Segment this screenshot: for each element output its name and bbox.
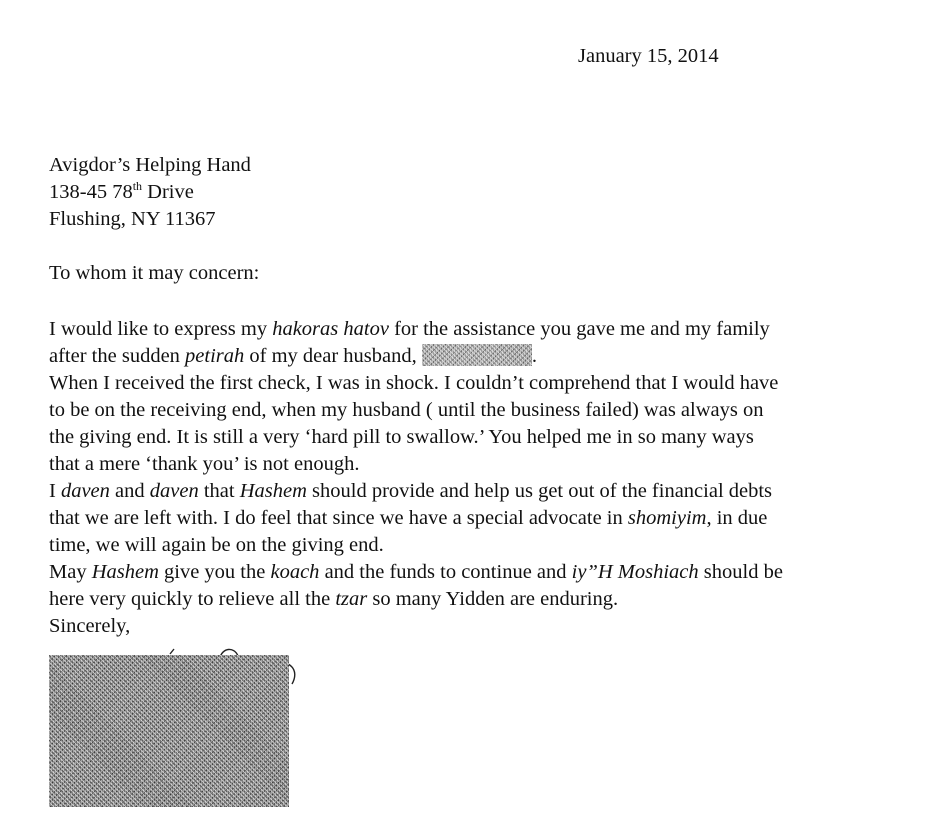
text-run: I (49, 480, 61, 502)
text-run: after the sudden (49, 345, 186, 367)
text-run: of my dear husband, (244, 345, 422, 367)
text-run: here very quickly to relieve all the (49, 588, 336, 610)
text-run: for the assistance you gave me and my family (388, 318, 770, 340)
body-line: When I received the first check, I was in shock. I couldn’t comprehend that I would have (49, 372, 779, 394)
redacted-signature (49, 655, 289, 807)
italic-term: petirah (185, 345, 245, 367)
text-run: and the funds to continue and (319, 561, 572, 583)
recipient-address (49, 152, 251, 233)
text-run: and (109, 480, 150, 502)
street-word: Drive (142, 181, 194, 203)
letter-body (49, 316, 909, 640)
italic-term: daven (149, 480, 199, 502)
street-ordinal: th (132, 179, 143, 194)
text-run: that (198, 480, 240, 502)
italic-term: koach (270, 561, 320, 583)
body-line (49, 478, 909, 505)
body-line: time, we will again be on the giving end. (49, 534, 384, 556)
body-line (49, 505, 909, 532)
italic-term: Hashem (239, 480, 307, 502)
body-line (49, 559, 909, 586)
body-line: that a mere ‘thank you’ is not enough. (49, 453, 360, 475)
italic-term: shomiyim (627, 507, 707, 529)
letter-date: January 15, 2014 (578, 45, 719, 67)
street-number: 138-45 78 (49, 181, 133, 203)
body-line (49, 343, 909, 370)
body-line (49, 586, 909, 613)
italic-term: iy”H Moshiach (571, 561, 699, 583)
italic-term: Hashem (91, 561, 159, 583)
text-run: should be (698, 561, 783, 583)
recipient-city: Flushing, NY 11367 (49, 208, 216, 230)
greeting: To whom it may concern: (49, 262, 260, 284)
italic-term: daven (60, 480, 110, 502)
text-run: should provide and help us get out of the financial debts (306, 480, 773, 502)
recipient-street (49, 179, 251, 206)
closing: Sincerely, (49, 615, 131, 637)
recipient-name: Avigdor’s Helping Hand (49, 154, 251, 176)
redacted-name (422, 344, 532, 366)
text-run: May (49, 561, 92, 583)
body-line (49, 316, 909, 343)
text-run: , in due (706, 507, 768, 529)
text-run: so many Yidden are enduring. (367, 588, 619, 610)
text-run: that we are left with. I do feel that since we have a special advocate in (49, 507, 628, 529)
body-line: to be on the receiving end, when my husband ( until the business failed) was always on (49, 399, 764, 421)
italic-term: hakoras hatov (272, 318, 389, 340)
body-line: the giving end. It is still a very ‘hard pill to swallow.’ You helped me in so many ways (49, 426, 754, 448)
text-run: . (531, 345, 538, 367)
italic-term: tzar (335, 588, 368, 610)
text-run: give you the (158, 561, 271, 583)
text-run: I would like to express my (49, 318, 273, 340)
